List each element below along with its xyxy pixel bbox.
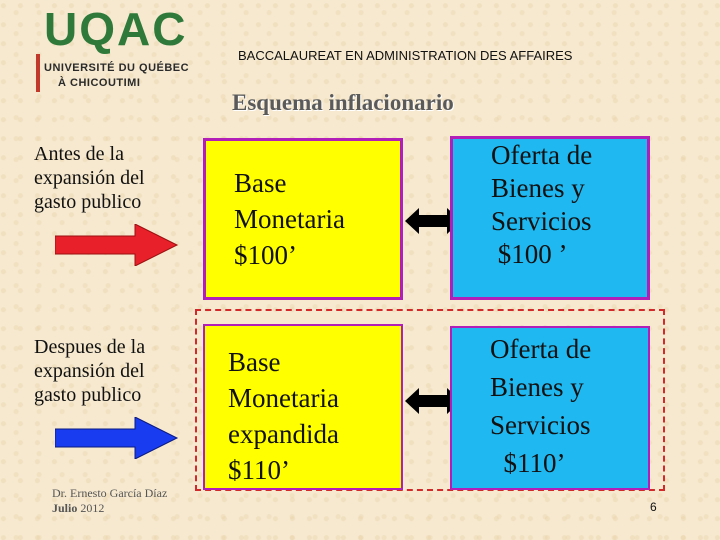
before-expansion-label: Antes de la expansión del gasto publico <box>34 143 145 213</box>
author-name: Dr. Ernesto García Díaz <box>52 486 168 500</box>
base-line: Monetaria <box>234 204 345 234</box>
footer-date <box>52 501 167 516</box>
date-month: Julio <box>52 501 78 515</box>
slide-title: Esquema inflacionario <box>232 90 454 115</box>
logo-accent-bar <box>36 54 40 92</box>
base-line: Base <box>234 168 287 198</box>
oferta-line: Oferta de <box>490 334 592 364</box>
date-year: 2012 <box>80 501 105 515</box>
oferta-bienes-box <box>450 136 650 300</box>
base-monetaria-box <box>203 138 403 300</box>
logo-wordmark: UQAC <box>44 3 188 55</box>
base-value: $110’ <box>228 455 290 485</box>
base-value: $100’ <box>234 240 297 270</box>
page-number: 6 <box>650 500 657 514</box>
base-line: Monetaria <box>228 383 339 413</box>
footer-credit <box>52 486 167 516</box>
oferta-line: Bienes y <box>491 173 585 203</box>
oferta-line: Servicios <box>490 410 591 440</box>
oferta-line: Oferta de <box>491 140 593 170</box>
red-arrow-icon <box>55 224 180 266</box>
base-line: expandida <box>228 419 339 449</box>
base-line: Base <box>228 347 281 377</box>
oferta-line: Bienes y <box>490 372 584 402</box>
oferta-line: Servicios <box>491 206 592 236</box>
blue-arrow-icon <box>55 417 180 459</box>
oferta-value: $110’ <box>490 448 566 478</box>
oferta-value: $100 ’ <box>491 239 568 269</box>
oferta-bienes-box-after <box>450 326 650 490</box>
logo-subtitle-line2: À CHICOUTIMI <box>58 77 141 89</box>
logo-subtitle-line1: UNIVERSITÉ DU QUÉBEC <box>44 62 190 74</box>
program-header: BACCALAUREAT EN ADMINISTRATION DES AFFAIRES <box>238 48 573 63</box>
after-expansion-label: Despues de la expansión del gasto publico <box>34 336 146 406</box>
base-monetaria-expandida-box <box>203 324 403 490</box>
uqac-logo <box>36 3 200 98</box>
